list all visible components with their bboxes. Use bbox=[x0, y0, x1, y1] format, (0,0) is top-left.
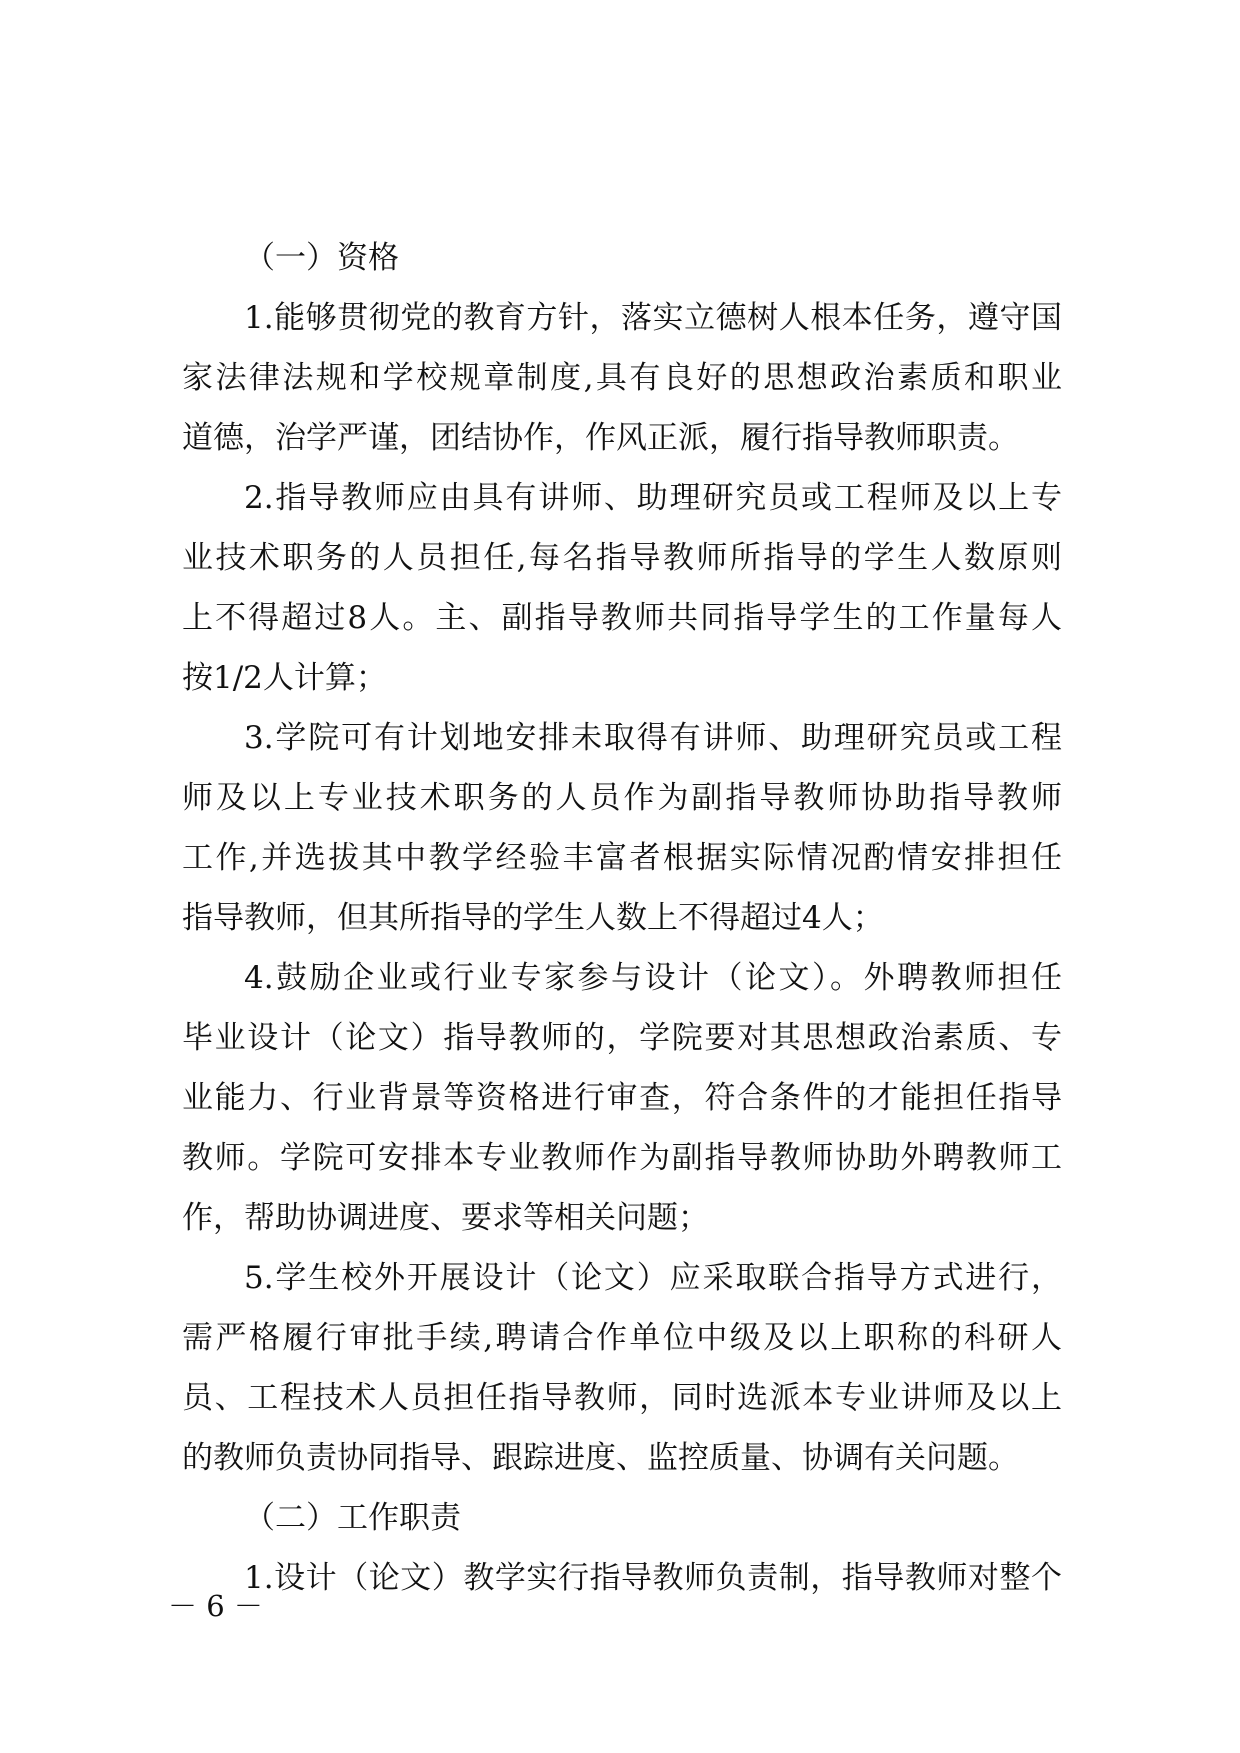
text-line: 1.设计（论文）教学实行指导教师负责制，指导教师对整个 bbox=[244, 1560, 1062, 1596]
text-line: 道德，治学严谨，团结协作，作风正派，履行指导教师职责。 bbox=[182, 420, 1019, 456]
text-line: 5.学生校外开展设计（论文）应采取联合指导方式进行， bbox=[244, 1260, 1062, 1296]
text-line: 的教师负责协同指导、跟踪进度、监控质量、协调有关问题。 bbox=[182, 1440, 1019, 1476]
text-line: 师及以上专业技术职务的人员作为副指导教师协助指导教师 bbox=[182, 780, 1062, 816]
page-number: － 6 － bbox=[168, 1589, 263, 1623]
text-line: （一）资格 bbox=[244, 240, 399, 276]
text-line: 员、工程技术人员担任指导教师，同时选派本专业讲师及以上 bbox=[182, 1380, 1062, 1416]
text-line: 3.学院可有计划地安排未取得有讲师、助理研究员或工程 bbox=[244, 720, 1062, 756]
text-line: 上不得超过8人。主、副指导教师共同指导学生的工作量每人 bbox=[182, 600, 1062, 636]
text-line: （二）工作职责 bbox=[244, 1500, 461, 1536]
text-line: 2.指导教师应由具有讲师、助理研究员或工程师及以上专 bbox=[244, 480, 1062, 516]
text-line: 按1/2人计算； bbox=[182, 660, 387, 696]
text-line: 家法律法规和学校规章制度,具有良好的思想政治素质和职业 bbox=[182, 360, 1062, 396]
text-line: 1.能够贯彻党的教育方针，落实立德树人根本任务，遵守国 bbox=[244, 300, 1062, 336]
document-body bbox=[182, 228, 1062, 1608]
text-line: 业能力、行业背景等资格进行审查，符合条件的才能担任指导 bbox=[182, 1080, 1062, 1116]
text-line: 需严格履行审批手续,聘请合作单位中级及以上职称的科研人 bbox=[182, 1320, 1062, 1356]
text-line: 工作,并选拔其中教学经验丰富者根据实际情况酌情安排担任 bbox=[182, 840, 1062, 876]
text-line: 作，帮助协调进度、要求等相关问题； bbox=[182, 1200, 709, 1236]
text-line: 教师。学院可安排本专业教师作为副指导教师协助外聘教师工 bbox=[182, 1140, 1062, 1176]
text-line: 业技术职务的人员担任,每名指导教师所指导的学生人数原则 bbox=[182, 540, 1062, 576]
text-line: 毕业设计（论文）指导教师的，学院要对其思想政治素质、专 bbox=[182, 1020, 1062, 1056]
text-line: 4.鼓励企业或行业专家参与设计（论文）。外聘教师担任 bbox=[244, 960, 1062, 996]
text-line: 指导教师，但其所指导的学生人数上不得超过4人； bbox=[182, 900, 884, 936]
